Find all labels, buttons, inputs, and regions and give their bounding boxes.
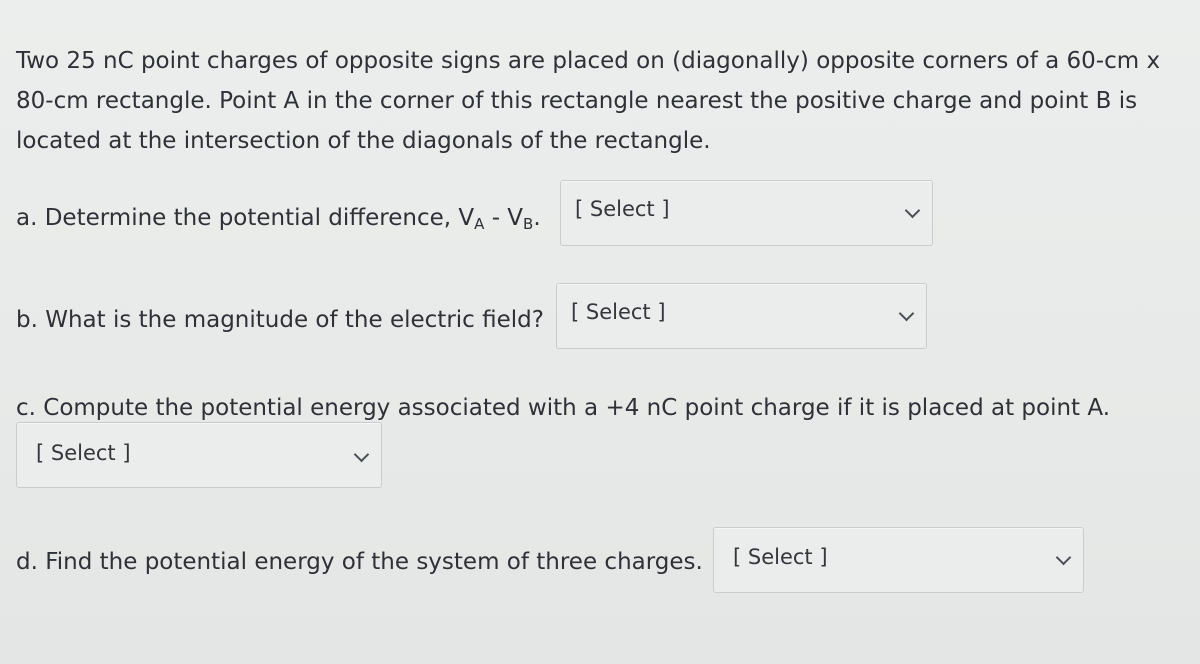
chevron-down-icon — [899, 306, 915, 322]
problem-statement — [16, 41, 1196, 161]
answer-select-c[interactable] — [16, 422, 382, 488]
answer-select-b-value: [ Select ] — [571, 300, 666, 324]
answer-select-d[interactable] — [713, 527, 1084, 593]
problem-line-1: Two 25 nC point charges of opposite signs are placed on (diagonally) opposite corners of a 60-cm x — [16, 48, 1161, 74]
answer-select-a[interactable] — [560, 180, 933, 246]
question-d: d. Find the potential energy of the system of three charges. — [16, 549, 703, 575]
question-a — [16, 198, 541, 238]
problem-line-3: located at the intersection of the diagonals of the rectangle. — [16, 128, 711, 154]
question-a-middle: - V — [484, 205, 524, 231]
question-a-subscript-b: B — [523, 215, 534, 233]
question-b: b. What is the magnitude of the electric field? — [16, 307, 544, 333]
chevron-down-icon — [1056, 550, 1072, 566]
question-c: c. Compute the potential energy associated with a +4 nC point charge if it is placed at point A. — [16, 395, 1111, 421]
chevron-down-icon — [354, 447, 370, 463]
question-a-suffix: . — [533, 205, 541, 231]
answer-select-d-value: [ Select ] — [733, 545, 828, 569]
problem-line-2: 80-cm rectangle. Point A in the corner of this rectangle nearest the positive charge and point B is — [16, 88, 1138, 114]
question-a-subscript-a: A — [474, 215, 485, 233]
answer-select-c-value: [ Select ] — [36, 441, 131, 465]
chevron-down-icon — [905, 203, 921, 219]
answer-select-a-value: [ Select ] — [575, 197, 670, 221]
question-a-prefix: a. Determine the potential difference, V — [16, 205, 475, 231]
answer-select-b[interactable] — [556, 283, 927, 349]
